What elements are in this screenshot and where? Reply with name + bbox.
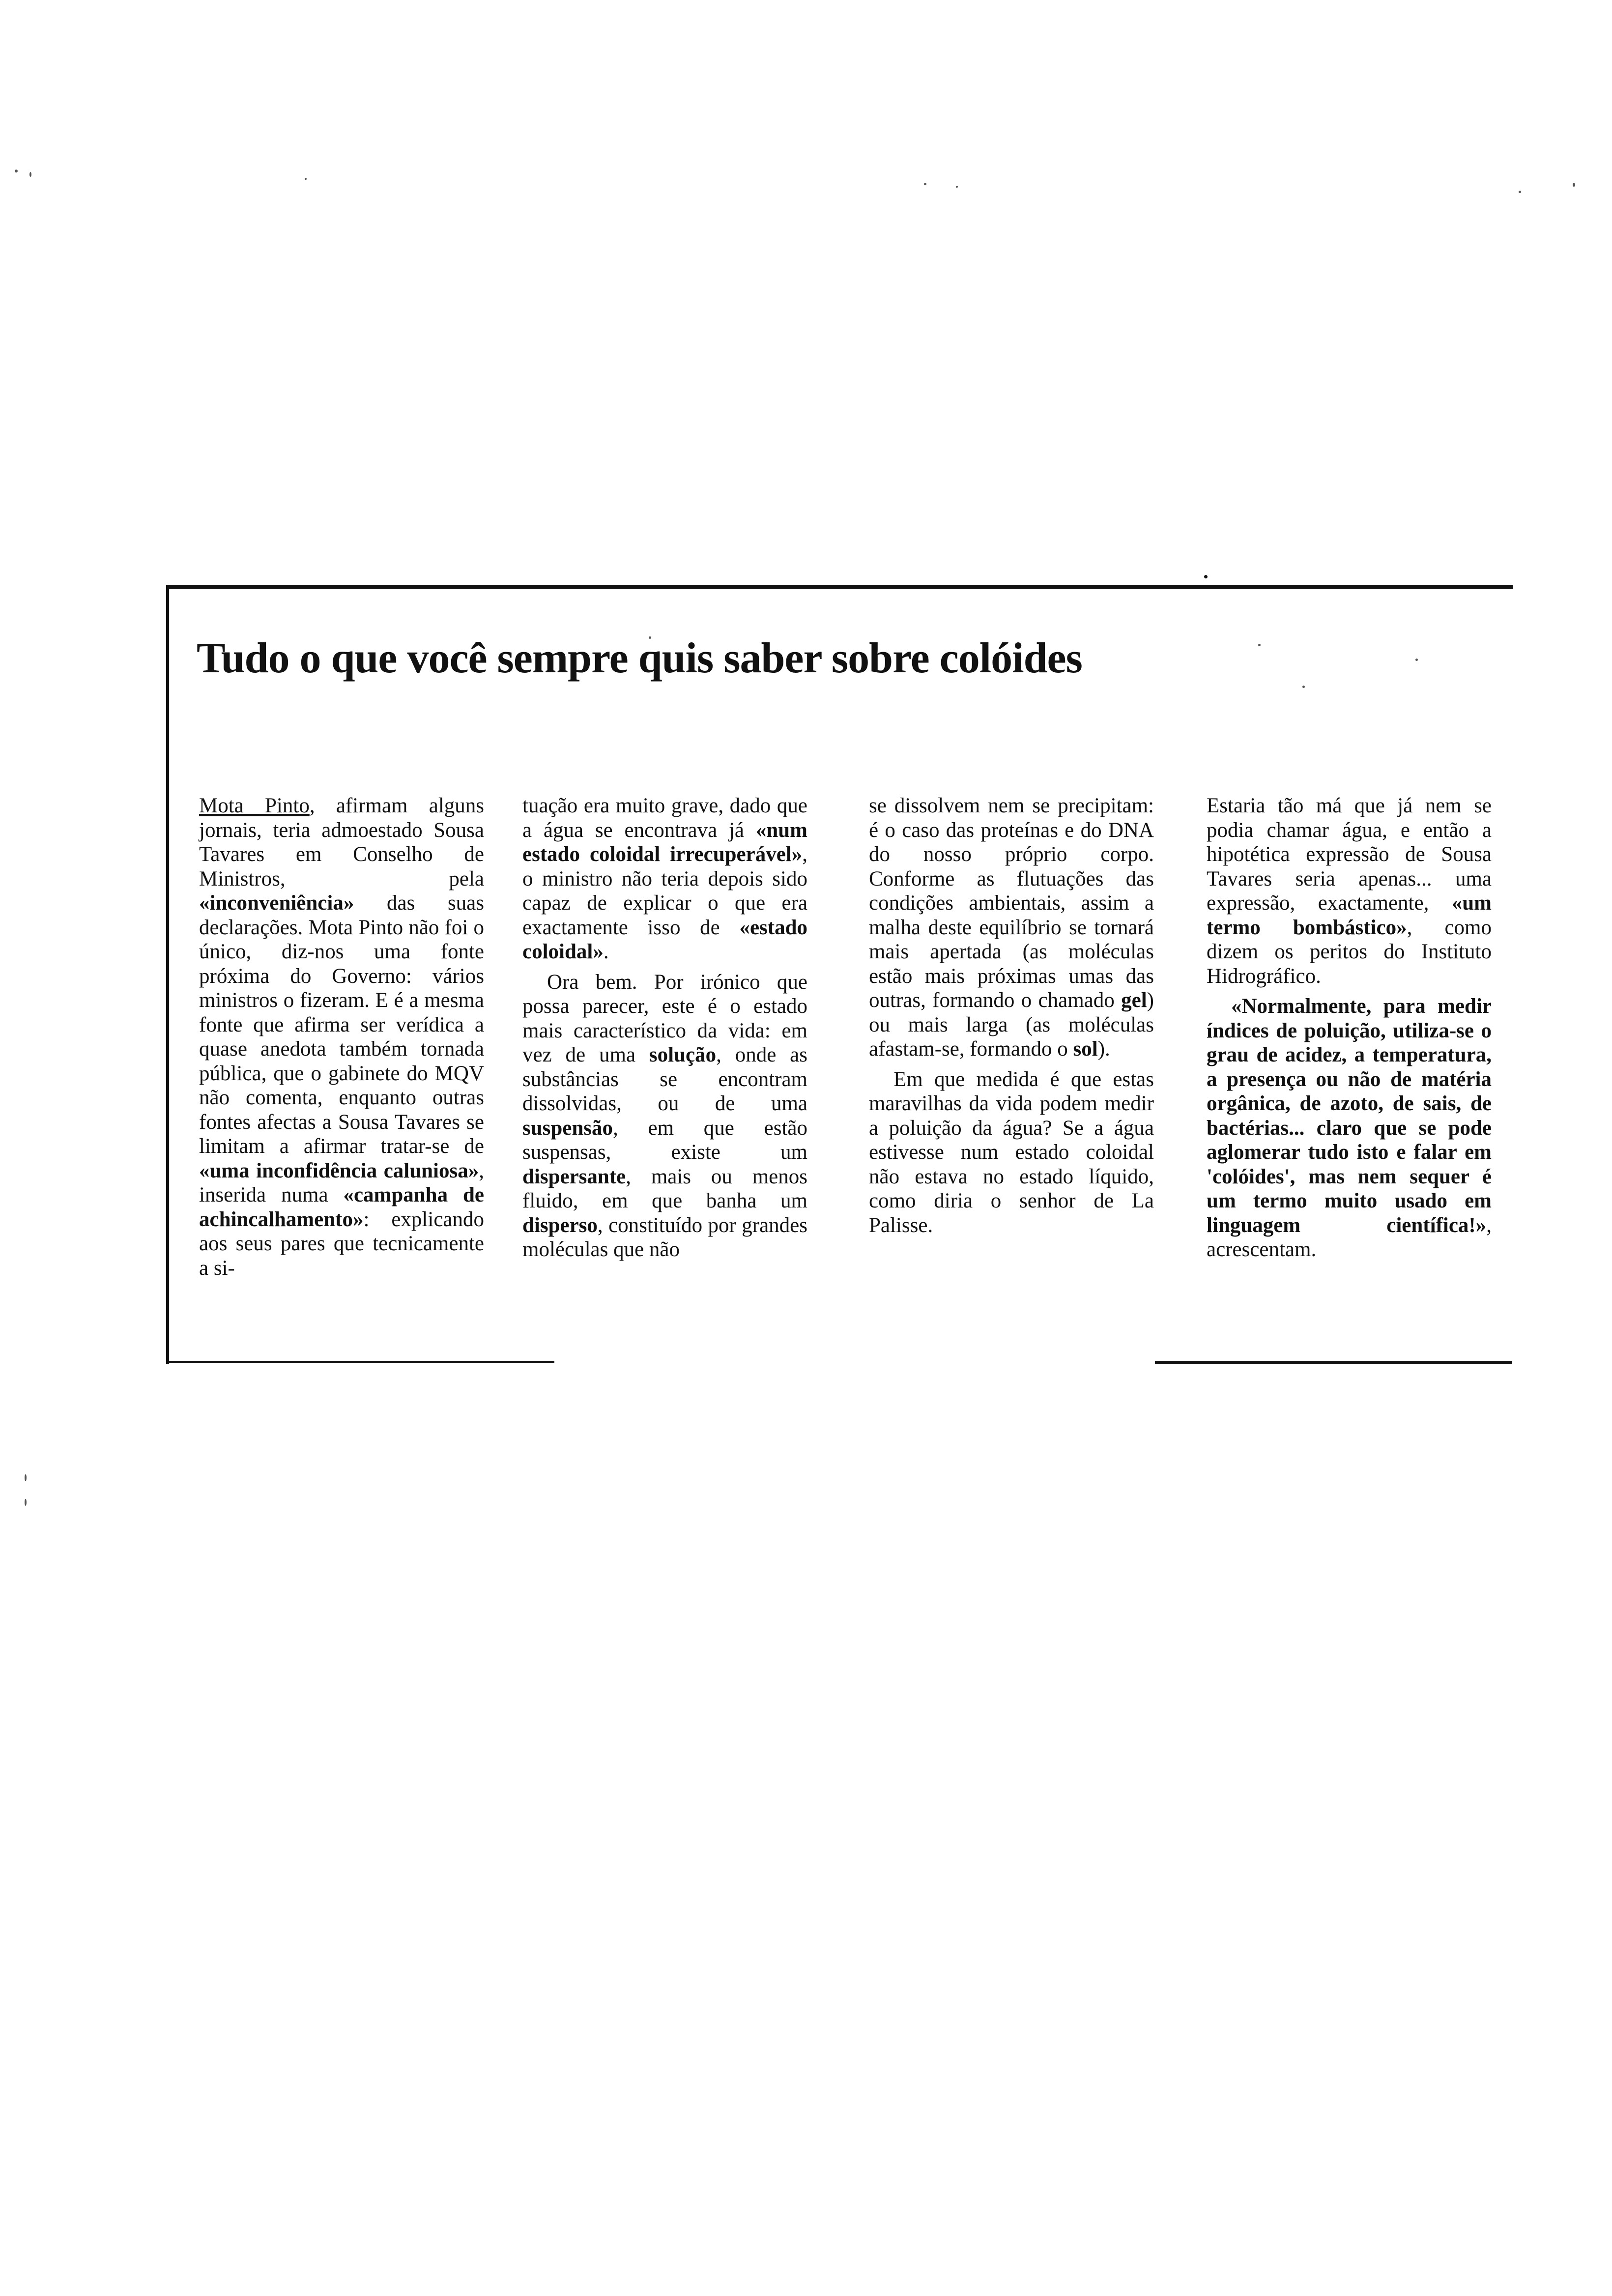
body-text: ).: [1097, 1037, 1110, 1061]
emphasis-text: dispersante: [522, 1165, 626, 1188]
article-headline: Tudo o que você sempre quis saber sobre colóides: [197, 634, 1082, 682]
emphasis-text: «Normalmente, para medir índices de poluição, utiliza-se o grau de acidez, a temperatura, a presença ou não de matéria orgânica, de azoto, de sais, de bactérias... claro que se pode aglomerar tudo isto e falar em 'colóides', mas nem sequer é um termo muito usado em linguagem científica!»: [1207, 995, 1492, 1237]
article-paragraph: [199, 794, 484, 1280]
emphasis-text: suspensão: [522, 1116, 613, 1140]
article-column-3: [869, 794, 1154, 1237]
scan-speck: [1573, 183, 1575, 187]
body-text: das suas declarações. Mota Pinto não foi o único, diz-nos uma fonte próxima do Governo: vários ministros o fizeram. E é a mesma fonte que afirma ser verídica a quase anedota também tornada pública, que o gabinete do MQV não comenta, enquanto outras fontes afectas a Sousa Tavares se limitam a afirmar tratar-se de: [199, 891, 484, 1158]
scan-speck: [29, 172, 31, 177]
body-text: ) ou mais larga (as moléculas afastam-se, formando o: [869, 989, 1154, 1061]
article-column-2: [522, 794, 807, 1262]
emphasis-text: «inconveniência»: [199, 891, 354, 915]
article-paragraph: [1207, 794, 1492, 988]
body-text: Ora bem. Por irónico que possa parecer, este é o estado mais característico da vida: em vez de uma: [522, 970, 807, 1066]
scan-speck: [956, 186, 958, 188]
scan-speck: [1415, 659, 1418, 661]
scan-speck: [1519, 191, 1521, 193]
body-text: .: [603, 940, 609, 963]
body-text: Estaria tão má que já nem se podia chamar água, e então a hipotética expressão de Sousa Tavares seria apenas... uma expressão, exactamente,: [1207, 794, 1492, 915]
article-paragraph: [522, 970, 807, 1262]
bottom-rule-right: [1155, 1361, 1512, 1364]
body-text: Em que medida é que estas maravilhas da vida podem medir a poluição da água? Se a água estivesse num estado coloidal não estava no estado líquido, como diria o senhor de La Palisse.: [869, 1067, 1154, 1237]
article-paragraph: [869, 1067, 1154, 1238]
emphasis-text: gel: [1121, 989, 1147, 1012]
body-text: : explicando aos seus pares que tecnicamente a si-: [199, 1207, 484, 1280]
body-text: , como dizem os peritos do Instituto Hidrográfico.: [1207, 916, 1492, 988]
body-text: , inserida numa: [199, 1159, 484, 1206]
emphasis-text: «num estado coloidal irrecuperável»: [522, 818, 807, 866]
body-text: , afirmam alguns jornais, teria admoestado Sousa Tavares em Conselho de Ministros, pela: [199, 794, 484, 890]
body-text: , onde as substâncias se encontram dissolvidas, ou de uma: [522, 1043, 807, 1115]
article-paragraph: [522, 794, 807, 964]
emphasis-text: disperso: [522, 1213, 598, 1237]
emphasis-text: sol: [1073, 1037, 1098, 1061]
emphasis-text: solução: [649, 1043, 717, 1066]
body-text: tuação era muito grave, dado que a água se encontrava já: [522, 794, 807, 842]
left-rule: [166, 585, 169, 1364]
scan-speck: [15, 170, 18, 172]
body-text: , o ministro não teria depois sido capaz de explicar o que era exactamente isso de: [522, 843, 807, 939]
article-column-4: [1207, 794, 1492, 1262]
body-text: Mota Pinto: [199, 794, 310, 817]
body-text: , acrescentam.: [1207, 1213, 1492, 1261]
emphasis-text: «campanha de achincalhamento»: [199, 1183, 484, 1231]
scan-speck: [924, 183, 926, 185]
emphasis-text: «um termo bombástico»: [1207, 891, 1492, 939]
bottom-rule-left: [166, 1361, 554, 1363]
scan-speck: [1204, 575, 1208, 578]
emphasis-text: «uma inconfidência caluniosa»: [199, 1159, 479, 1182]
article-column-1: [199, 794, 484, 1280]
body-text: , constituído por grandes moléculas que não: [522, 1213, 807, 1261]
body-text: , mais ou menos fluido, em que banha um: [522, 1165, 807, 1212]
top-rule: [166, 585, 1513, 589]
scan-speck: [25, 1499, 27, 1506]
body-text: , em que estão suspensas, existe um: [522, 1116, 807, 1164]
scan-speck: [1302, 686, 1305, 688]
emphasis-text: «estado coloidal»: [522, 916, 807, 963]
article-paragraph: [869, 794, 1154, 1062]
scan-speck: [25, 1474, 27, 1481]
article-paragraph: [1207, 994, 1492, 1262]
scan-speck: [305, 178, 307, 180]
body-text: se dissolvem nem se precipitam: é o caso das proteínas e do DNA do nosso próprio corpo. Conforme as flutuações das condições ambientais, assim a malha deste equilíbrio se tornará mais apertada (as moléculas estão mais próximas umas das outras, formando o chamado: [869, 794, 1154, 1012]
